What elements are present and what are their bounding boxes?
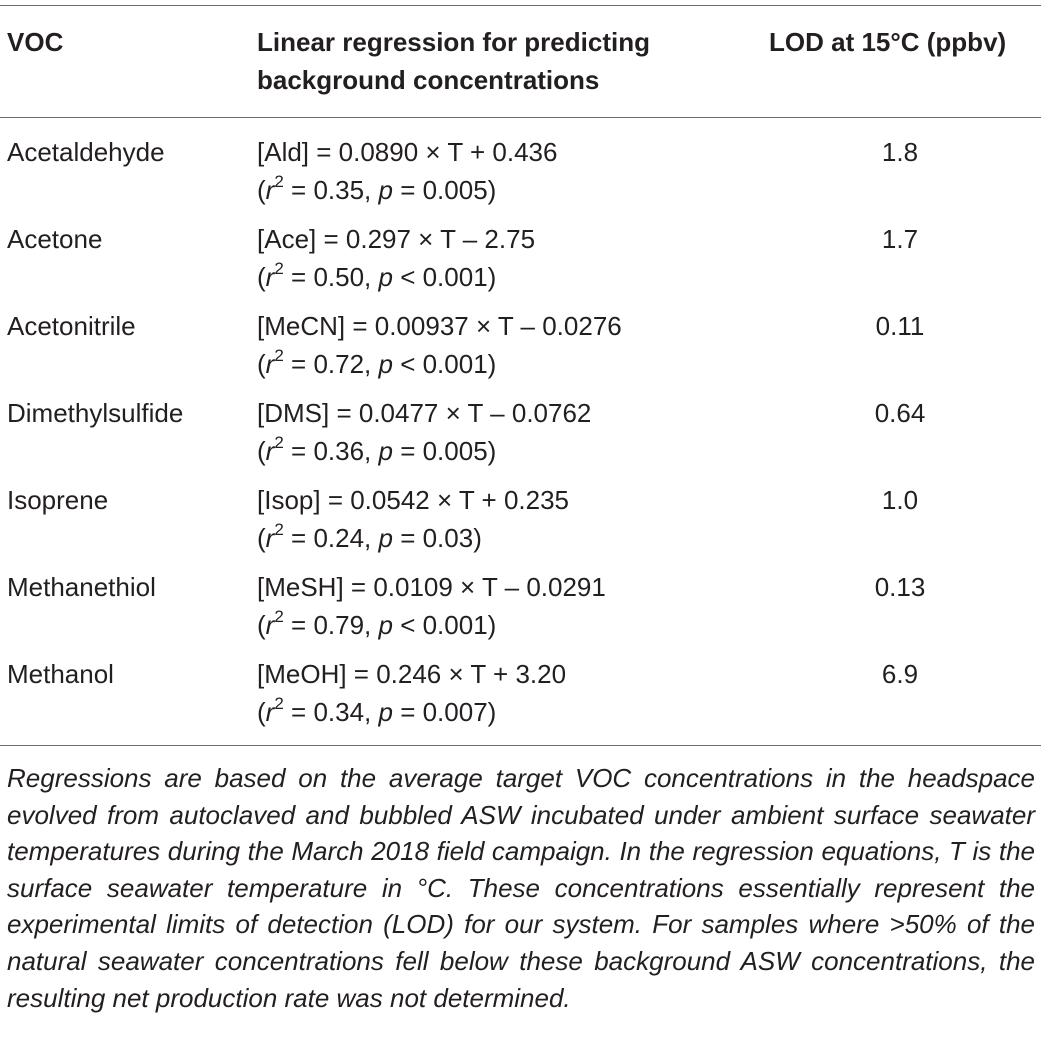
header-voc: VOC	[7, 27, 64, 57]
lod-value: 0.13	[874, 572, 926, 602]
regression-cell	[257, 220, 757, 296]
regression-equation: [DMS] = 0.0477 × T – 0.0762	[257, 398, 592, 428]
regression-cell	[257, 394, 757, 470]
header-regression: Linear regression for predicting background concentrations	[257, 27, 650, 95]
regression-cell	[257, 655, 757, 731]
voc-name: Acetone	[7, 224, 103, 254]
lod-value: 1.8	[881, 137, 919, 167]
lod-value: 0.64	[874, 398, 926, 428]
regression-equation: [MeCN] = 0.00937 × T – 0.0276	[257, 311, 622, 341]
voc-name: Isoprene	[7, 485, 109, 515]
regression-cell	[257, 133, 757, 209]
regression-equation: [MeSH] = 0.0109 × T – 0.0291	[257, 572, 606, 602]
table-row	[0, 220, 1041, 307]
table-row	[0, 307, 1041, 394]
regression-stats: ($r^2 = 0.79$, p < 0.001)	[257, 607, 497, 640]
table-body	[0, 133, 1041, 742]
regression-stats: ($r^2 = 0.35$, p = 0.005)	[257, 172, 497, 205]
voc-name: Methanethiol	[7, 572, 156, 602]
table-row	[0, 655, 1041, 742]
table-row	[0, 481, 1041, 568]
lod-value: 1.0	[881, 485, 919, 515]
lod-value: 6.9	[881, 659, 919, 689]
table-footnote: Regressions are based on the average target VOC concentrations in the headspace evolved from autoclaved and bubbled ASW incubated under ambient surface seawater temperatures during the March 2018 field campaign. In the regression equations, T is the surface seawater temperature in °C. These concentrations essentially represent the experimental limits of detection (LOD) for our system. For samples where >50% of the natural seawater concentrations fell below these background ASW concentrations, the resulting net production rate was not determined.	[7, 763, 1035, 1013]
regression-cell	[257, 307, 757, 383]
lod-value: 0.11	[875, 311, 925, 341]
table-row	[0, 568, 1041, 655]
regression-stats: ($r^2 = 0.50$, p < 0.001)	[257, 259, 497, 292]
table-row	[0, 394, 1041, 481]
regression-cell	[257, 481, 757, 557]
regression-stats: ($r^2 = 0.36$, p = 0.005)	[257, 433, 497, 466]
lod-value: 1.7	[881, 224, 919, 254]
voc-name: Acetonitrile	[7, 311, 136, 341]
regression-cell	[257, 568, 757, 644]
regression-equation: [MeOH] = 0.246 × T + 3.20	[257, 659, 567, 689]
regression-stats: ($r^2 = 0.72$, p < 0.001)	[257, 346, 497, 379]
header-lod: LOD at 15°C (ppbv)	[769, 27, 1007, 57]
voc-name: Acetaldehyde	[7, 137, 165, 167]
table-top-rule	[0, 5, 1041, 6]
header-divider-rule	[0, 117, 1041, 118]
regression-stats: ($r^2 = 0.24$, p = 0.03)	[257, 520, 482, 553]
regression-equation: [Ace] = 0.297 × T – 2.75	[257, 224, 536, 254]
regression-equation: [Ald] = 0.0890 × T + 0.436	[257, 137, 558, 167]
voc-name: Dimethylsulfide	[7, 398, 184, 428]
table-bottom-rule	[0, 745, 1041, 746]
regression-equation: [Isop] = 0.0542 × T + 0.235	[257, 485, 570, 515]
table-row	[0, 133, 1041, 220]
voc-name: Methanol	[7, 659, 114, 689]
regression-stats: ($r^2 = 0.34$, p = 0.007)	[257, 694, 497, 727]
